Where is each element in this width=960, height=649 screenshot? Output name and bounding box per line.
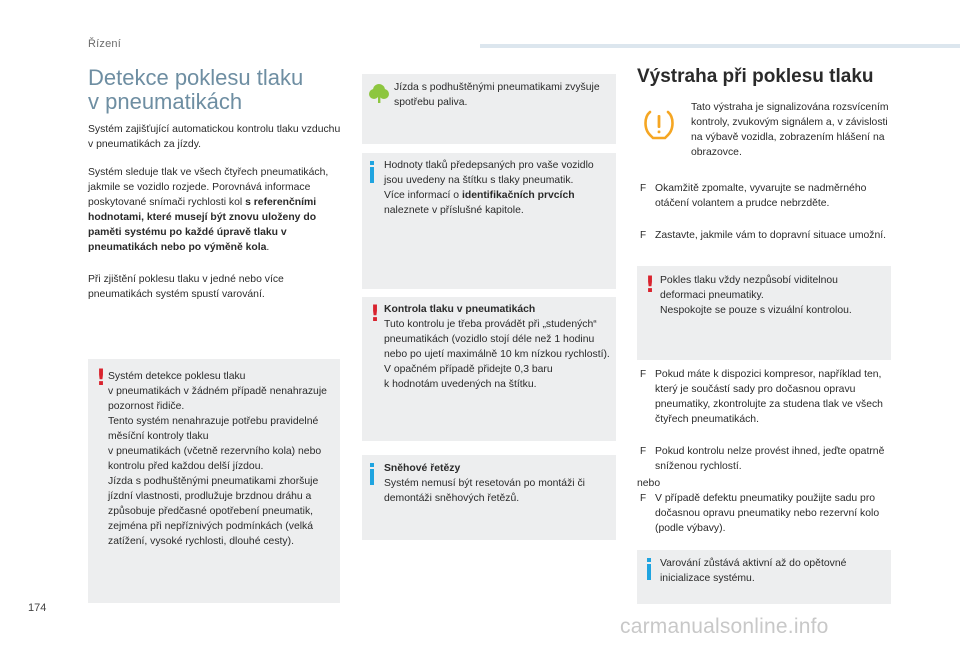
header-bar xyxy=(480,44,960,48)
pressure-check-warning-box xyxy=(362,297,616,441)
info-pressure-text-end: naleznete v příslušné kapitole. xyxy=(384,205,524,216)
right-info-box xyxy=(637,550,891,604)
alert-section-title: Výstraha při poklesu tlaku xyxy=(637,66,874,87)
info-icon xyxy=(647,564,651,580)
system-description-end: . xyxy=(266,242,270,253)
bullet-marker: F xyxy=(640,183,647,194)
alert-signal-text: Tato výstraha je signalizována rozsvícením kontroly, zvukovým signálem a, v závislosti na výbavě vozidla, zobrazením hlášení na obrazovce. xyxy=(691,102,889,158)
page-number: 174 xyxy=(28,602,47,614)
eco-tree-icon xyxy=(368,82,390,104)
snow-chains-title: Sněhové řetězy xyxy=(384,463,461,474)
bullet-marker: F xyxy=(640,446,647,457)
eco-text: Jízda s podhuštěnými pneumatikami zvyšuje spotřebu paliva. xyxy=(394,82,600,108)
pressure-check-title: Kontrola tlaku v pneumatikách xyxy=(384,304,536,315)
page-title-line2: v pneumatikách xyxy=(88,89,243,114)
info-pressure-text-start: Hodnoty tlaků předepsaných pro vaše vozidlo jsou uvedeny na štítku s tlaky pneumatik. Více informací o xyxy=(384,160,594,201)
intro-paragraph: Systém zajišťující automatickou kontrolu tlaku vzduchu v pneumatikách za jízdy. xyxy=(88,124,341,150)
page-title-line1: Detekce poklesu tlaku xyxy=(88,65,304,90)
right-info-text: Varování zůstává aktivní až do opětovné inicializace systému. xyxy=(660,558,847,584)
bullet-compressor: Pokud máte k dispozici kompresor, například ten, který je součástí sady pro dočasnou opravu pneumatiky, zkontrolujte za studena tlak ve všech čtyřech pneumatikách. xyxy=(655,369,883,425)
info-pressure-text-bold: identifikačních prvcích xyxy=(461,190,575,201)
system-description xyxy=(88,165,343,255)
section-label: Řízení xyxy=(88,38,121,50)
tire-pressure-alert-icon xyxy=(641,107,677,143)
right-warning-box xyxy=(637,266,891,360)
eco-box xyxy=(362,74,616,144)
warning-icon: ! xyxy=(95,366,107,391)
info-icon xyxy=(370,469,374,485)
bullet-marker: F xyxy=(640,230,647,241)
bullet-drive-carefully: Pokud kontrolu nelze provést ihned, jeďte opatrně sníženou rychlostí. xyxy=(655,446,885,472)
left-warning-text: Systém detekce poklesu tlaku v pneumatikách v žádném případě nenahrazuje pozornost řidiče. Tento systém nenahrazuje potřebu pravidelné měsíční kontroly tlaku v pneumatikách (včetně rezervního kola) nebo kontrolu před každou delší jízdou. Jízda s podhuštěnými pneumatikami zhoršuje jízdní vlastnosti, prodlužuje brzdnou dráhu a způsobuje předčasné opotřebení pneumatik, zejména při nepříznivých podmínkách (velká zatížení, vysoké rychlosti, dlouhé cesty). xyxy=(108,371,327,547)
bullet-stop: Zastavte, jakmile vám to dopravní situace umožní. xyxy=(655,230,887,241)
watermark: carmanualsonline.info xyxy=(620,615,829,638)
bullet-marker: F xyxy=(640,369,647,380)
system-description-bold: s referenčními hodnotami, které musejí být znovu uloženy do paměti systému po každé úpravě tlaku v pneumatikách nebo po výměně kola xyxy=(88,197,317,253)
bullet-slow-down: Okamžitě zpomalte, vyvarujte se nadměrného otáčení volantem a prudce nebrzděte. xyxy=(655,183,867,209)
warning-icon: ! xyxy=(369,302,381,327)
snow-chains-info-box xyxy=(362,455,616,540)
system-description-text: Systém sleduje tlak ve všech čtyřech pneumatikách, jakmile se vozidlo rozjede. Porovnává informace poskytované snímači rychlosti kol xyxy=(88,167,329,208)
warning-icon: ! xyxy=(644,273,656,298)
snow-chains-text: Systém nemusí být resetován po montáži či demontáži sněhových řetězů. xyxy=(384,478,585,504)
bullet-marker: F xyxy=(640,493,647,504)
bullet-repair-kit: V případě defektu pneumatiky použijte sadu pro dočasnou opravu pneumatiky nebo rezervní kolo (podle výbavy). xyxy=(655,493,880,534)
right-warning-text: Pokles tlaku vždy nezpůsobí viditelnou deformaci pneumatiky. Nespokojte se pouze s vizuální kontrolou. xyxy=(660,275,852,316)
pressure-check-text: Tuto kontrolu je třeba provádět při „studených“ pneumatikách (vozidlo stojí déle než 1 hodinu nebo po ujetí maximálně 10 km nízkou rychlostí). V opačném případě přidejte 0,3 baru k hodnotám uvedených na štítku. xyxy=(384,319,610,390)
left-warning-box xyxy=(88,359,340,603)
or-text: nebo xyxy=(637,478,661,489)
info-box-pressure-values xyxy=(362,153,616,289)
info-pressure-text xyxy=(384,158,612,218)
warning-trigger-paragraph: Při zjištění poklesu tlaku v jedné nebo více pneumatikách systém spustí varování. xyxy=(88,274,284,300)
info-icon xyxy=(370,167,374,183)
page-title xyxy=(88,66,348,114)
